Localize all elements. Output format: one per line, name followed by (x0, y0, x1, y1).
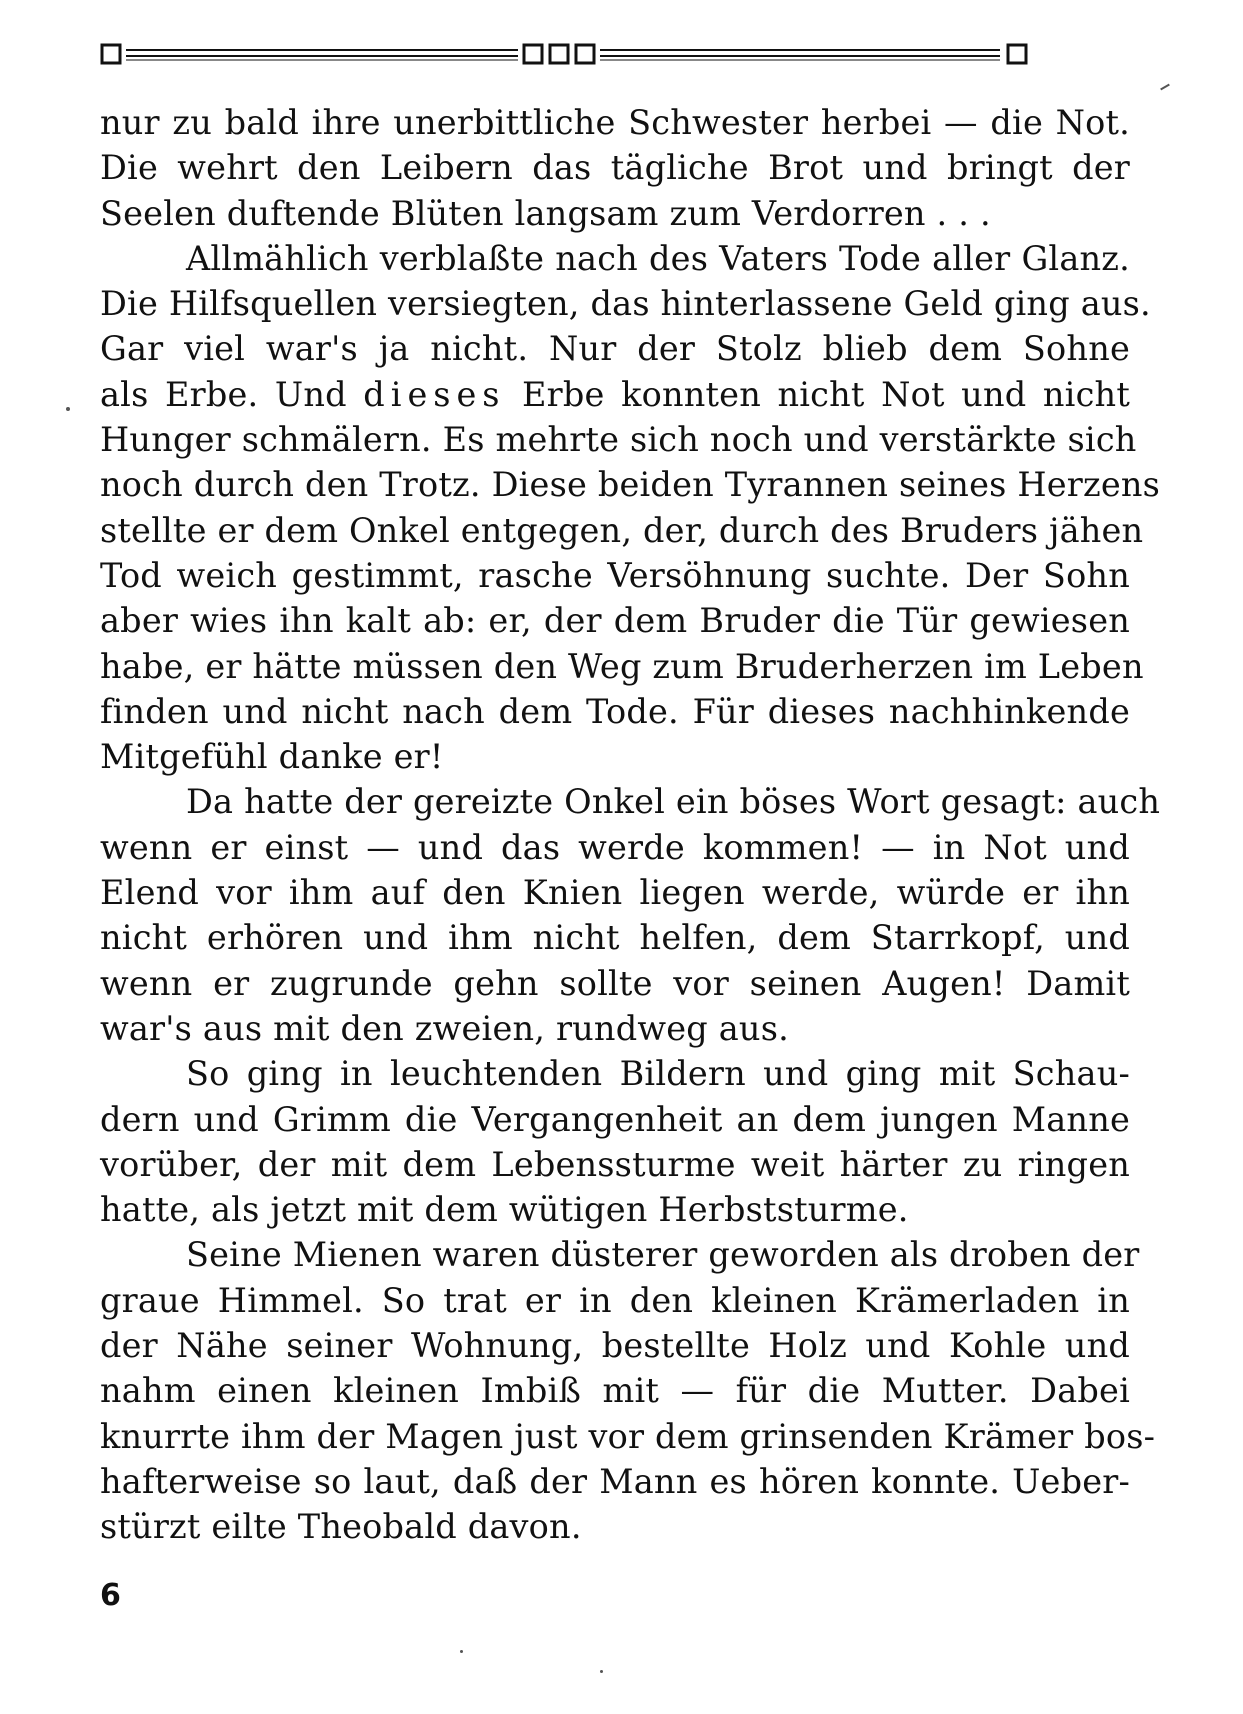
text-line: stürzt eilte Theobald davon. (100, 1507, 582, 1547)
text-line: Mitgefühl danke er! (100, 737, 444, 777)
text-line: knurrte ihm der Magen just vor dem grinsenden Krämer bos- (100, 1416, 1156, 1456)
scan-speck (1160, 84, 1170, 91)
page-number: 6 (100, 1578, 121, 1613)
text-line: So ging in leuchtenden Bildern und ging mit Schau- (186, 1054, 1130, 1094)
text-line (100, 372, 1130, 417)
scan-speck (66, 407, 70, 411)
text-line: Elend vor ihm auf den Knien liegen werde, würde er ihn (100, 873, 1130, 913)
text-line: Allmählich verblaßte nach des Vaters Tode aller Glanz. (186, 238, 1130, 278)
text-line: hatte, als jetzt mit dem wütigen Herbststurme. (100, 1190, 909, 1230)
ornamental-header-rule (100, 40, 1130, 70)
text-line-part: Erbe konnten nicht Not und nicht (505, 374, 1130, 414)
text-line: Da hatte der gereizte Onkel ein böses Wort gesagt: auch (186, 782, 1161, 822)
text-line: der Nähe seiner Wohnung, bestellte Holz und Kohle und (100, 1326, 1130, 1366)
scan-speck (600, 1670, 603, 1673)
text-line: Seine Mienen waren düsterer geworden als droben der (186, 1235, 1140, 1275)
text-line: Gar viel war's ja nicht. Nur der Stolz blieb dem Sohne (100, 329, 1130, 369)
text-line: dern und Grimm die Vergangenheit an dem jungen Manne (100, 1099, 1130, 1139)
text-line: vorüber, der mit dem Lebenssturme weit härter zu ringen (100, 1144, 1130, 1184)
text-line: hafterweise so laut, daß der Mann es hören konnte. Ueber- (100, 1461, 1130, 1501)
text-line: Hunger schmälern. Es mehrte sich noch und verstärkte sich (100, 420, 1137, 460)
text-line: habe, er hätte müssen den Weg zum Bruderherzen im Leben (100, 646, 1144, 686)
scan-speck (460, 1650, 463, 1653)
text-line: Die wehrt den Leibern das tägliche Brot und bringt der (100, 148, 1130, 188)
text-line: nur zu bald ihre unerbittliche Schwester herbei — die Not. (100, 103, 1130, 142)
text-line: graue Himmel. So trat er in den kleinen Krämerladen in (100, 1280, 1130, 1320)
text-line: Tod weich gestimmt, rasche Versöhnung suchte. Der Sohn (100, 555, 1130, 595)
text-line: Die Hilfsquellen versiegten, das hinterlassene Geld ging aus. (100, 284, 1151, 324)
text-line-part: als Erbe. Und (100, 374, 364, 414)
text-line: aber wies ihn kalt ab: er, der dem Bruder die Tür gewiesen (100, 601, 1130, 641)
text-line: war's aus mit den zweien, rundweg aus. (100, 1008, 789, 1048)
text-line: Seelen duftende Blüten langsam zum Verdorren . . . (100, 193, 991, 233)
text-line: wenn er zugrunde gehn sollte vor seinen Augen! Damit (100, 963, 1130, 1003)
text-line: finden und nicht nach dem Tode. Für dieses nachhinkende (100, 691, 1130, 731)
text-line: nicht erhören und ihm nicht helfen, dem Starrkopf, und (100, 918, 1130, 958)
body-text (100, 100, 1161, 1550)
text-line: wenn er einst — und das werde kommen! — in Not und (100, 827, 1130, 867)
text-line: stellte er dem Onkel entgegen, der, durch des Bruders jähen (100, 510, 1144, 550)
emphasized-word: dieses (363, 374, 506, 414)
text-line: noch durch den Trotz. Diese beiden Tyrannen seines Herzens (100, 465, 1161, 505)
text-line: nahm einen kleinen Imbiß mit — für die Mutter. Dabei (100, 1371, 1130, 1411)
